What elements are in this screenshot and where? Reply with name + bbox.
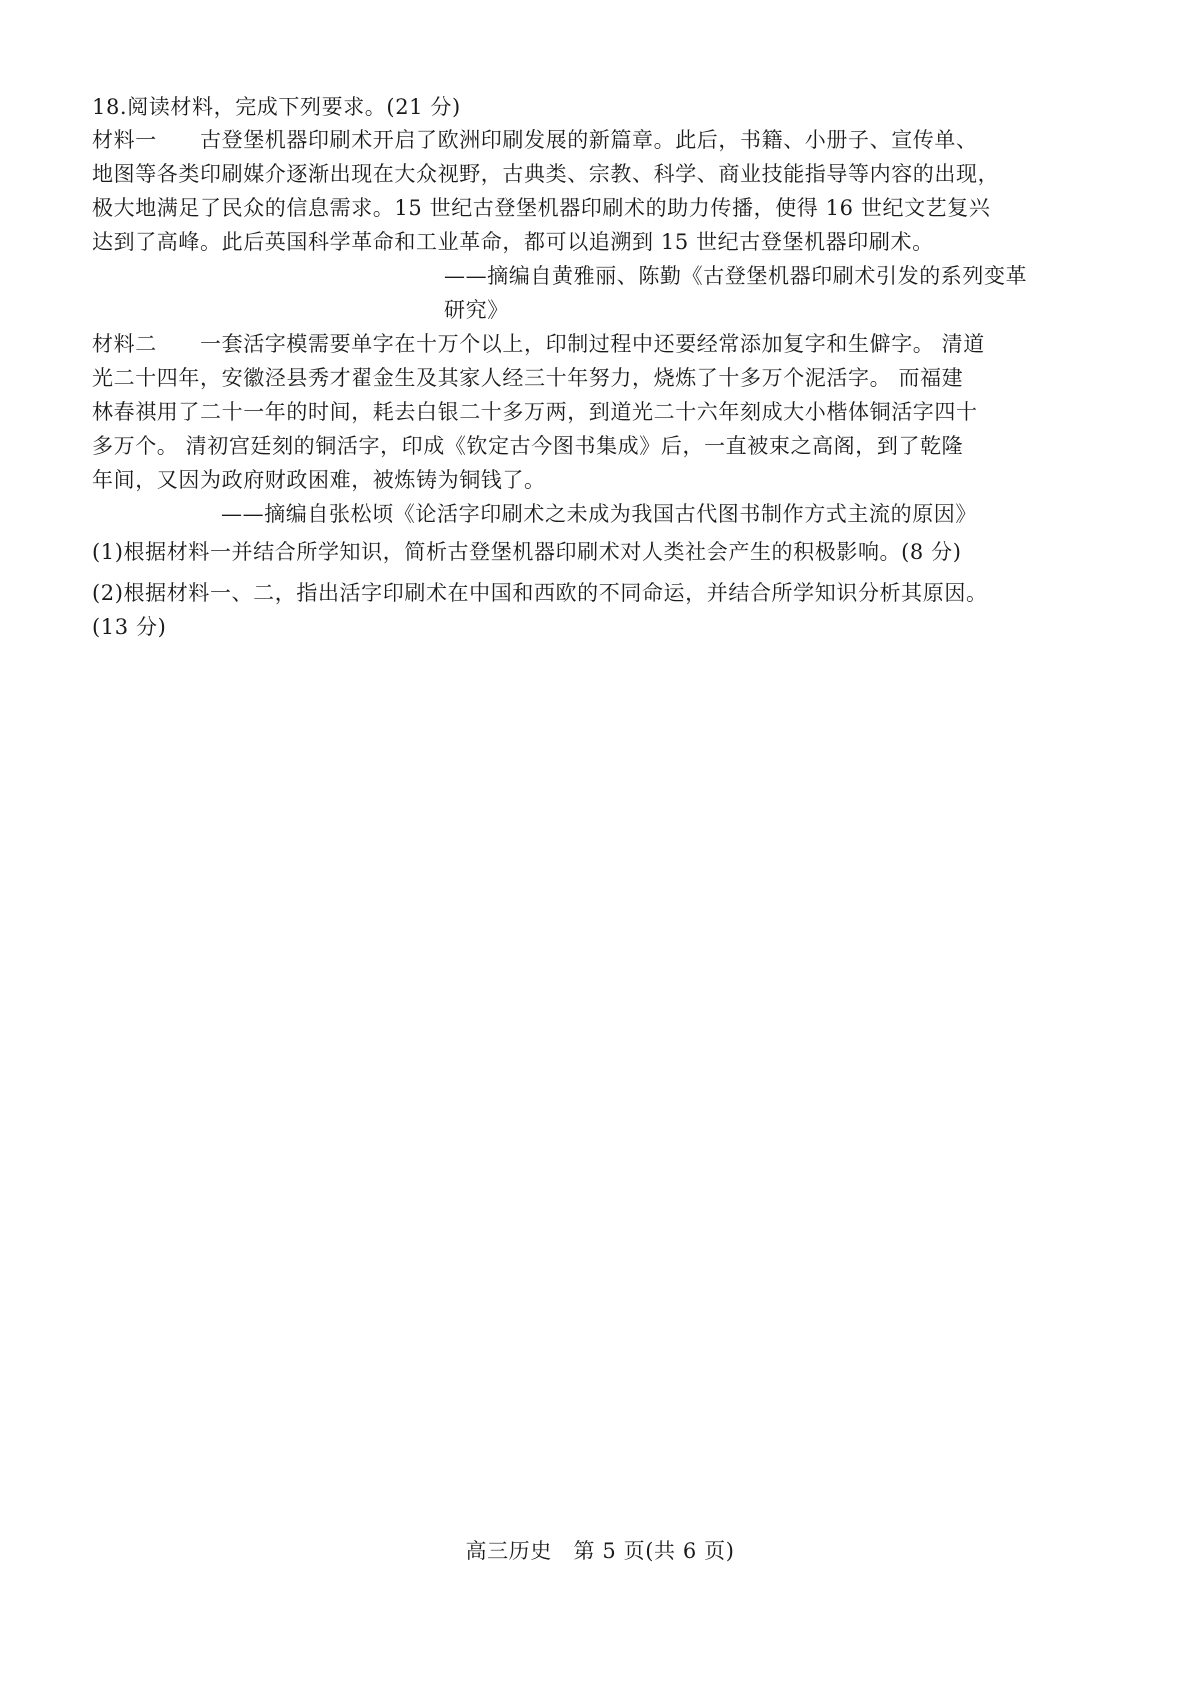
question-heading: 18.阅读材料，完成下列要求。(21 分) xyxy=(92,95,461,119)
material-one-line-3: 极大地满足了民众的信息需求。15 世纪古登堡机器印刷术的助力传播，使得 16 世纪文艺复兴 xyxy=(92,196,991,220)
material-one-source-line-1: ——摘编自黄雅丽、陈勤《古登堡机器印刷术引发的系列变革 xyxy=(444,264,1028,288)
material-two-line-1: 材料二 一套活字模需要单字在十万个以上，印制过程中还要经常添加复字和生僻字。 清道 xyxy=(92,332,985,356)
material-one-line-2: 地图等各类印刷媒介逐渐出现在大众视野，古典类、宗教、科学、商业技能指导等内容的出现， xyxy=(92,162,1000,186)
material-one-line-1: 材料一 古登堡机器印刷术开启了欧洲印刷发展的新篇章。此后，书籍、小册子、宣传单、 xyxy=(92,128,978,152)
material-two-line-2: 光二十四年，安徽泾县秀才翟金生及其家人经三十年努力，烧炼了十多万个泥活字。 而福建 xyxy=(92,366,964,390)
material-two-line-5: 年间，又因为政府财政困难，被炼铸为铜钱了。 xyxy=(92,468,546,492)
material-one-source-line-2: 研究》 xyxy=(444,298,509,322)
material-two-line-4: 多万个。 清初宫廷刻的铜活字，印成《钦定古今图书集成》后，一直被束之高阁，到了乾隆 xyxy=(92,434,964,458)
sub-question-1: (1)根据材料一并结合所学知识，简析古登堡机器印刷术对人类社会产生的积极影响。(8 分) xyxy=(92,540,962,564)
material-two-source: ——摘编自张松顷《论活字印刷术之未成为我国古代图书制作方式主流的原因》 xyxy=(221,502,977,526)
page-footer: 高三历史 第 5 页(共 6 页) xyxy=(465,1539,735,1563)
sub-question-2: (2)根据材料一、二，指出活字印刷术在中国和西欧的不同命运，并结合所学知识分析其原因。 xyxy=(92,581,988,605)
material-one-line-4: 达到了高峰。此后英国科学革命和工业革命，都可以追溯到 15 世纪古登堡机器印刷术。 xyxy=(92,230,934,254)
sub-question-2-score: (13 分) xyxy=(92,615,167,639)
material-two-line-3: 林春祺用了二十一年的时间，耗去白银二十多万两，到道光二十六年刻成大小楷体铜活字四十 xyxy=(92,400,978,424)
